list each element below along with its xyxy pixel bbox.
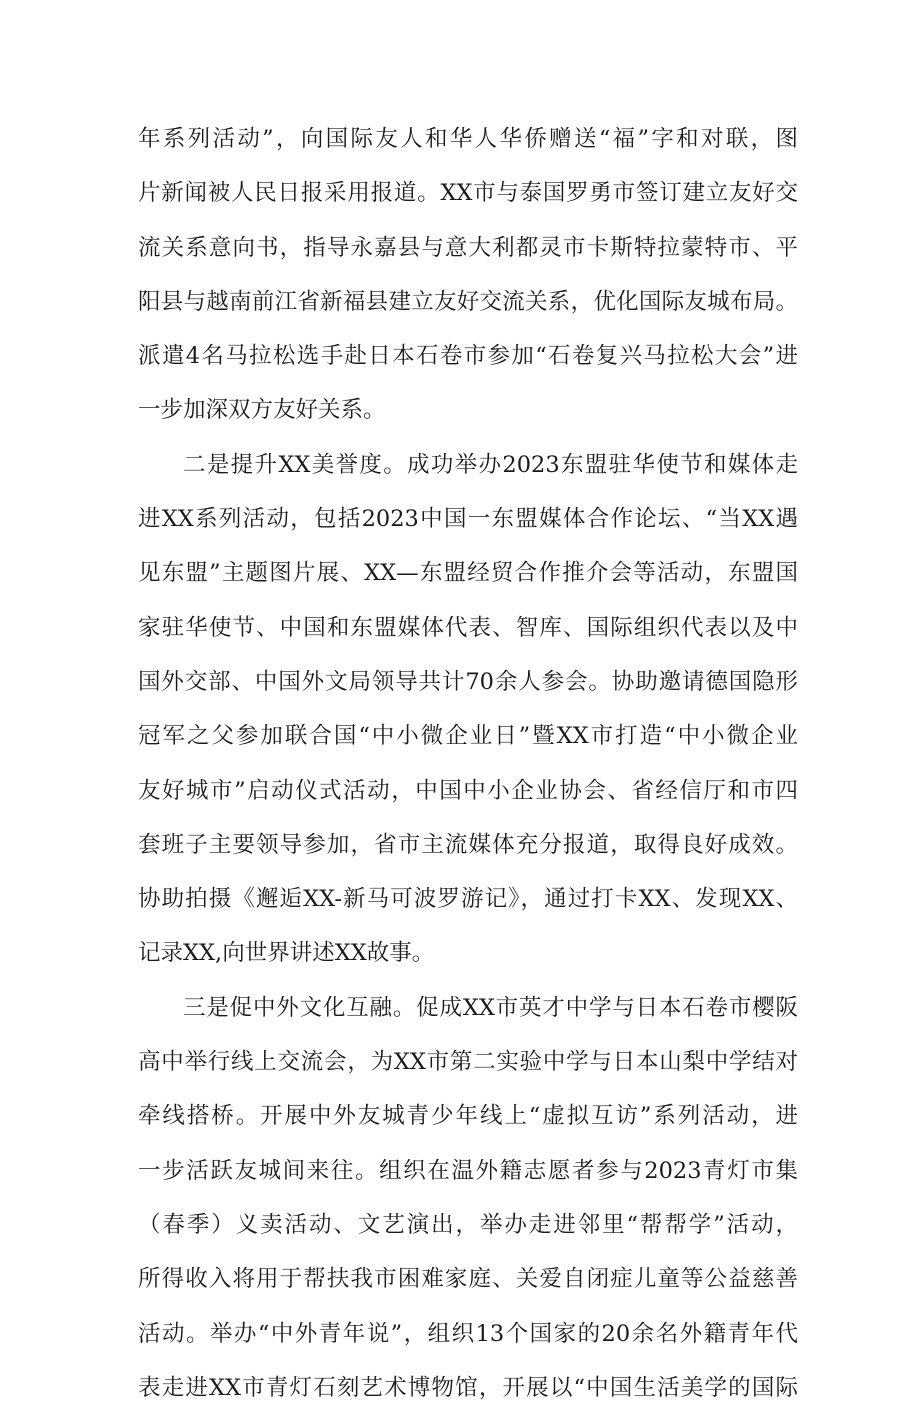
text-line: 套班子主要领导参加，省市主流媒体充分报道，取得良好成效。 xyxy=(138,831,798,858)
document-body xyxy=(138,112,798,1415)
text-line: 进XX系列活动，包括2023中国一东盟媒体合作论坛、“当XX遇 xyxy=(138,506,798,533)
text-line: 家驻华使节、中国和东盟媒体代表、智库、国际组织代表以及中 xyxy=(138,614,798,641)
text-line: 派遣4名马拉松选手赴日本石卷市参加“石卷复兴马拉松大会”进 xyxy=(138,343,798,370)
text-line: 活动。举办“中外青年说”，组织13个国家的20余名外籍青年代 xyxy=(138,1320,798,1347)
text-line: 见东盟”主题图片展、XX—东盟经贸合作推介会等活动，东盟国 xyxy=(138,560,798,587)
text-line: 一步活跃友城间来往。组织在温外籍志愿者参与2023青灯市集 xyxy=(138,1157,798,1184)
text-line: 一步加深双方友好关系。 xyxy=(138,397,386,424)
text-line: （春季）义卖活动、文艺演出，举办走进邻里“帮帮学”活动， xyxy=(138,1211,798,1238)
text-line: 表走进XX市青灯石刻艺术博物馆，开展以“中国生活美学的国际 xyxy=(138,1374,798,1401)
text-line: 年系列活动”，向国际友人和华人华侨赠送“福”字和对联，图 xyxy=(138,126,798,152)
text-line: 冠军之父参加联合国“中小微企业日”暨XX市打造“中小微企业 xyxy=(138,723,798,750)
text-line: 流关系意向书，指导永嘉县与意大利都灵市卡斯特拉蒙特市、平 xyxy=(138,234,798,261)
text-line: 阳县与越南前江省新福县建立友好交流关系，优化国际友城布局。 xyxy=(138,288,798,315)
text-line: 所得收入将用于帮扶我市困难家庭、关爱自闭症儿童等公益慈善 xyxy=(138,1266,798,1293)
text-line: 记录XX,向世界讲述XX故事。 xyxy=(138,940,435,967)
text-line: 二是提升XX美誉度。成功举办2023东盟驻华使节和媒体走 xyxy=(183,451,798,478)
text-line: 友好城市”启动仪式活动，中国中小企业协会、省经信厅和市四 xyxy=(138,777,798,804)
text-line: 协助拍摄《邂逅XX-新马可波罗游记》，通过打卡XX、发现XX、 xyxy=(138,886,798,913)
text-line: 片新闻被人民日报采用报道。XX市与泰国罗勇市签订建立友好交 xyxy=(138,180,798,207)
text-line: 国外交部、中国外文局领导共计70余人参会。协助邀请德国隐形 xyxy=(138,668,798,695)
text-line: 高中举行线上交流会，为XX市第二实验中学与日本山梨中学结对 xyxy=(138,1049,798,1076)
text-line: 三是促中外文化互融。促成XX市英才中学与日本石卷市樱阪 xyxy=(183,994,798,1021)
text-line: 牵线搭桥。开展中外友城青少年线上“虚拟互访”系列活动，进 xyxy=(138,1103,798,1130)
